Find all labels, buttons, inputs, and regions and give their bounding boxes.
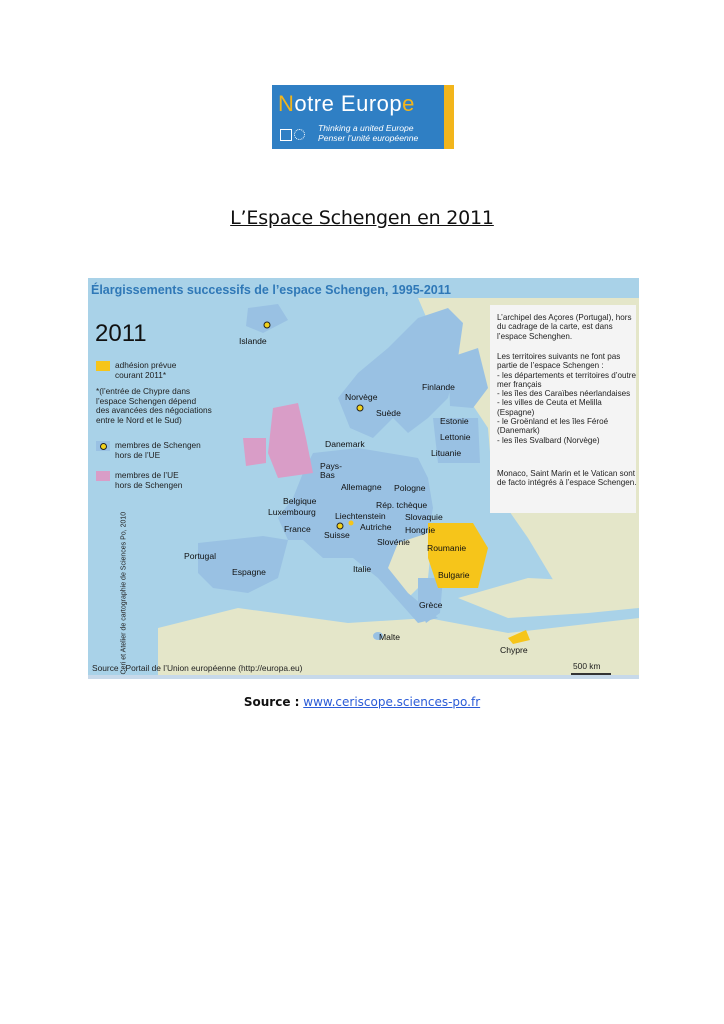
marker-switzerland xyxy=(337,523,343,529)
note-acores: L’archipel des Açores (Portugal), hors du cadrage de la carte, est dans l’espace Schenghen. xyxy=(497,313,632,341)
label-bulgarie: Bulgarie xyxy=(438,570,470,580)
label-danemark: Danemark xyxy=(325,439,365,449)
logo-accent-bar xyxy=(444,85,454,149)
source-line xyxy=(0,695,724,709)
label-pays-bas: Pays- Bas xyxy=(320,461,342,480)
legend-eu-non-schengen-swatch xyxy=(96,471,110,481)
label-italie: Italie xyxy=(353,564,372,574)
logo-name: Notre Europe xyxy=(278,91,415,116)
label-lettonie: Lettonie xyxy=(440,432,471,442)
land-turkey xyxy=(458,578,639,618)
note-territories: Les territoires suivants ne font pas partie de l’espace Schengen : - les départements et territoires d’outre mer français - les îles des Caraïbes néerlandaises - les villes de Ceuta et Melilla (Espagne) - le Groënland et les îles Féroé (Danemark) - les îles Svalbard (Norvège) xyxy=(497,352,637,445)
source-label: Source : xyxy=(243,695,300,709)
legend-schengen-non-eu-swatch xyxy=(96,441,110,451)
map-bottom-band xyxy=(88,675,639,679)
label-islande: Islande xyxy=(239,336,267,346)
marker-liechtenstein xyxy=(349,521,354,526)
legend-eu-non-schengen: membres de l’UE hors de Schengen xyxy=(115,470,183,490)
label-malte: Malte xyxy=(379,632,401,642)
label-luxembourg: Luxembourg xyxy=(268,507,316,517)
label-autriche: Autriche xyxy=(360,522,392,532)
legend-schengen-non-eu: membres de Schengen hors de l’UE xyxy=(115,440,201,460)
label-belgique: Belgique xyxy=(283,496,317,506)
label-espagne: Espagne xyxy=(232,567,266,577)
label-slovenie: Slovénie xyxy=(377,537,410,547)
land-uk xyxy=(268,403,313,478)
label-lituanie: Lituanie xyxy=(431,448,462,458)
map-source: Source : Portail de l’Union européenne (http://europa.eu) xyxy=(92,663,303,673)
legend-planned-note: *(l’entrée de Chypre dans l’espace Schengen dépend des avancées des négociations entre le Nord et le Sud) xyxy=(96,386,212,425)
label-roumanie: Roumanie xyxy=(427,543,467,553)
label-portugal: Portugal xyxy=(184,551,217,561)
label-suede: Suède xyxy=(376,408,401,418)
notre-europe-logo xyxy=(272,85,454,149)
legend-planned: adhésion prévue courant 2011* xyxy=(115,360,177,380)
legend-planned-swatch xyxy=(96,361,110,371)
label-liechtenstein: Liechtenstein xyxy=(335,511,386,521)
page-title: L’Espace Schengen en 2011 xyxy=(230,207,494,229)
label-norvege: Norvège xyxy=(345,392,378,402)
label-estonie: Estonie xyxy=(440,416,469,426)
land-ireland xyxy=(243,438,266,466)
label-pologne: Pologne xyxy=(394,483,426,493)
map-title: Élargissements successifs de l’espace Schengen, 1995-2011 xyxy=(91,283,451,297)
scale-label: 500 km xyxy=(573,661,601,671)
label-finlande: Finlande xyxy=(422,382,455,392)
marker-iceland xyxy=(264,322,270,328)
land-iceland xyxy=(246,304,288,333)
label-allemagne: Allemagne xyxy=(341,482,382,492)
land-iberia xyxy=(198,536,288,593)
map-year: 2011 xyxy=(95,320,147,347)
logo-tagline: Thinking a united Europe Penser l’unité européenne xyxy=(318,123,419,143)
flag-icon xyxy=(280,129,292,141)
stars-circle-icon xyxy=(294,129,305,140)
label-chypre: Chypre xyxy=(500,645,528,655)
map-credit: Ceri et Atelier de cartographie de Sciences Po, 2010 xyxy=(120,511,128,675)
label-france: France xyxy=(284,524,311,534)
label-hongrie: Hongrie xyxy=(405,525,436,535)
schengen-map xyxy=(88,278,639,679)
map-notes-box xyxy=(490,305,636,513)
label-suisse: Suisse xyxy=(324,530,350,540)
source-link[interactable]: www.ceriscope.sciences-po.fr xyxy=(303,695,481,709)
label-slovaquie: Slovaquie xyxy=(405,512,443,522)
marker-norway xyxy=(357,405,363,411)
note-microstates: Monaco, Saint Marin et le Vatican sont de facto intégrés à l’espace Schengen. xyxy=(497,469,637,488)
label-rep-tcheque: Rép. tchèque xyxy=(376,500,428,510)
label-grece: Grèce xyxy=(419,600,443,610)
